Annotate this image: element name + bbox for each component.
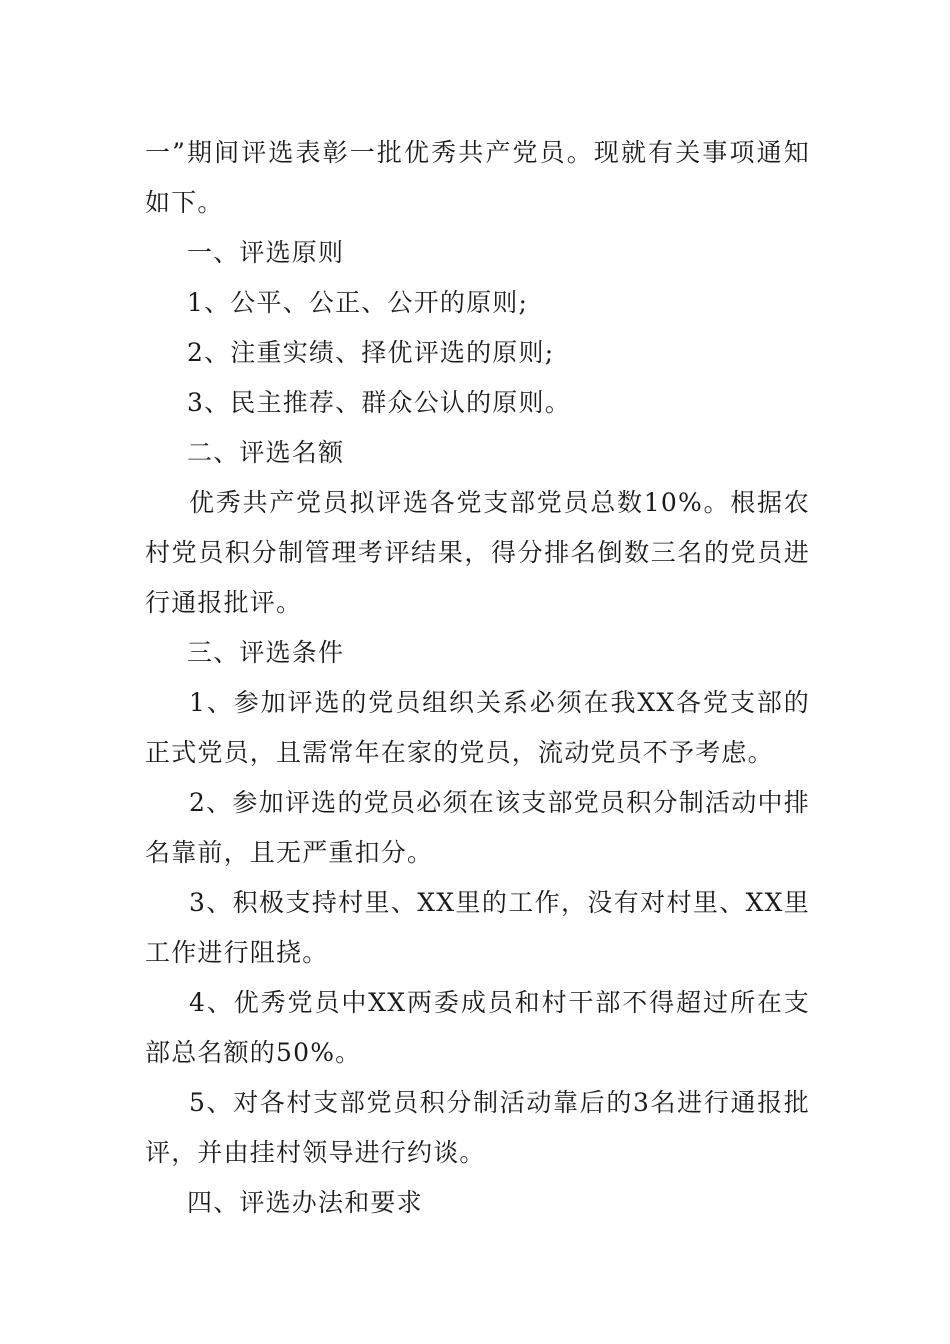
section-heading-principles: 一、评选原则 [187,238,345,267]
condition-item-2: 2、参加评选的党员必须在该支部党员积分制活动中排名靠前，且无严重扣分。 [145,788,810,867]
quota-paragraph: 优秀共产党员拟评选各党支部党员总数10%。根据农村党员积分制管理考评结果，得分排名倒数三名的党员进行通报批评。 [145,488,810,617]
section-heading-quota: 二、评选名额 [187,438,345,467]
condition-item-5: 5、对各村支部党员积分制活动靠后的3名进行通报批评，并由挂村领导进行约谈。 [145,1088,810,1167]
document-body [145,128,810,1228]
condition-item-3: 3、积极支持村里、XX里的工作，没有对村里、XX里工作进行阻挠。 [145,888,810,967]
principle-item-1: 1、公平、公正、公开的原则; [187,288,529,317]
principle-item-2: 2、注重实绩、择优评选的原则; [187,338,555,367]
section-heading-methods: 四、评选办法和要求 [187,1188,423,1217]
principle-item-3: 3、民主推荐、群众公认的原则。 [187,388,571,417]
condition-item-1: 1、参加评选的党员组织关系必须在我XX各党支部的正式党员，且需常年在家的党员，流动党员不予考虑。 [145,688,810,767]
condition-item-4: 4、优秀党员中XX两委成员和村干部不得超过所在支部总名额的50%。 [145,988,810,1067]
section-heading-conditions: 三、评选条件 [187,638,345,667]
intro-paragraph: 一”期间评选表彰一批优秀共产党员。现就有关事项通知如下。 [145,138,810,217]
